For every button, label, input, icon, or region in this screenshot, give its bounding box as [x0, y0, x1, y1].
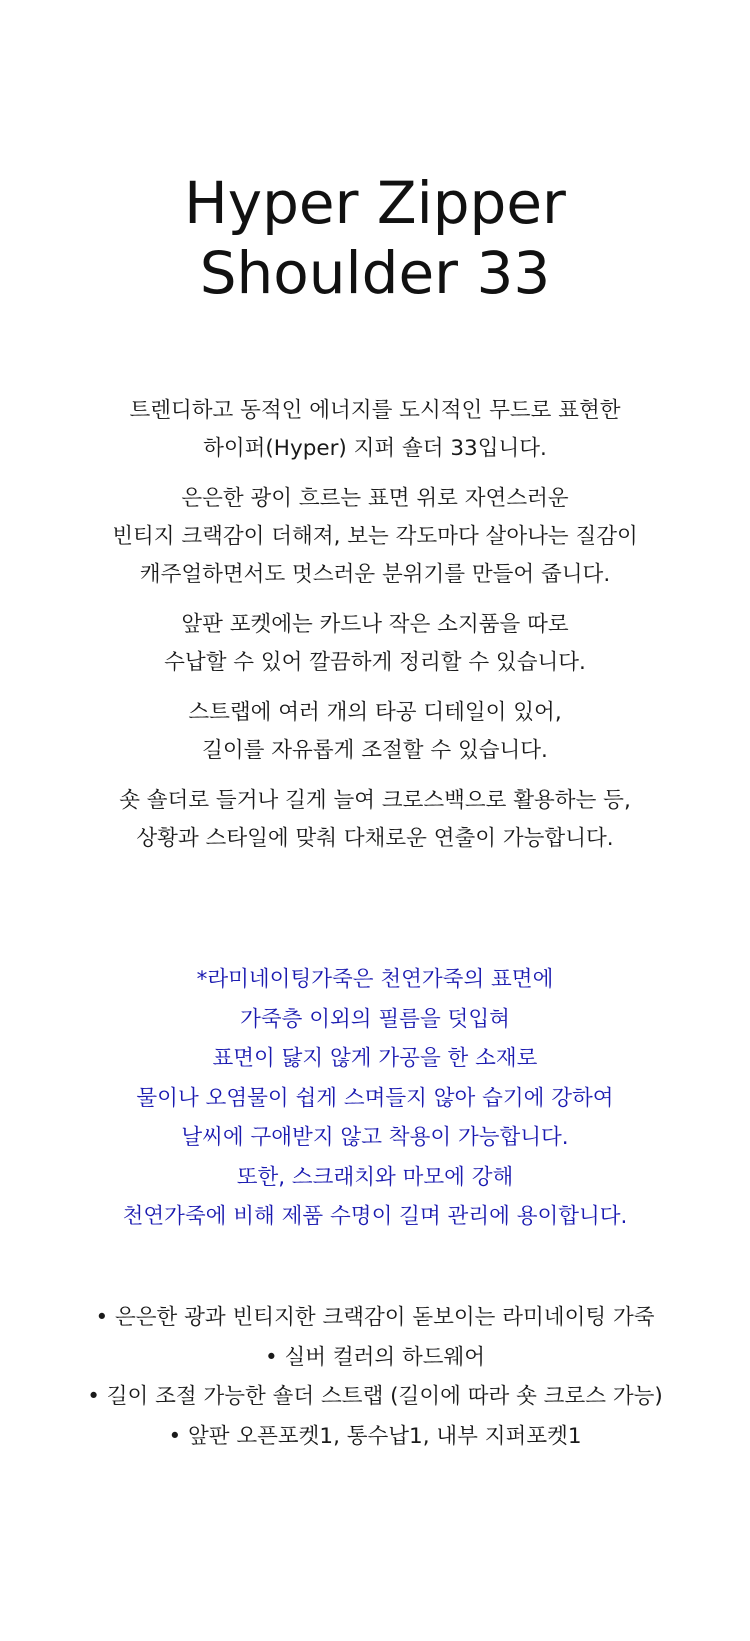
description-paragraph-5 — [0, 782, 750, 858]
description-line: 스트랩에 여러 개의 타공 디테일이 있어, — [188, 700, 562, 725]
description-line: 캐주얼하면서도 멋스러운 분위기를 만들어 줍니다. — [139, 562, 611, 587]
note-line: 물이나 오염물이 쉽게 스며들지 않아 습기에 강하여 — [136, 1085, 614, 1111]
description-line: 수납할 수 있어 깔끔하게 정리할 수 있습니다. — [164, 650, 586, 675]
feature-item: • 길이 조절 가능한 숄더 스트랩 (길이에 따라 숏 크로스 가능) — [87, 1384, 663, 1409]
note-line: 표면이 닳지 않게 가공을 한 소재로 — [212, 1046, 538, 1071]
description-line: 숏 숄더로 들거나 길게 늘여 크로스백으로 활용하는 등, — [119, 788, 631, 813]
product-title-line-1: Hyper Zipper — [184, 169, 566, 237]
description-paragraph-1 — [0, 392, 750, 468]
description-line: 빈티지 크랙감이 더해져, 보는 각도마다 살아나는 질감이 — [112, 524, 638, 549]
product-title — [0, 168, 750, 308]
feature-list — [0, 1298, 750, 1456]
description-line: 상황과 스타일에 맞춰 다채로운 연출이 가능합니다. — [136, 826, 614, 851]
description-paragraph-2 — [0, 480, 750, 594]
description-paragraph-4 — [0, 694, 750, 770]
product-title-line-2: Shoulder 33 — [199, 239, 551, 307]
note-line: 가죽층 이외의 필름을 덧입혀 — [240, 1006, 510, 1032]
material-note — [0, 960, 750, 1237]
description-line: 트렌디하고 동적인 에너지를 도시적인 무드로 표현한 — [129, 398, 621, 423]
product-description — [0, 392, 750, 870]
note-line: 날씨에 구애받지 않고 착용이 가능합니다. — [181, 1125, 569, 1150]
feature-item: • 은은한 광과 빈티지한 크랙감이 돋보이는 라미네이팅 가죽 — [95, 1305, 655, 1330]
note-line: *라미네이팅가죽은 천연가죽의 표면에 — [196, 967, 554, 992]
feature-item: • 실버 컬러의 하드웨어 — [264, 1344, 486, 1370]
description-line: 앞판 포켓에는 카드나 작은 소지품을 따로 — [181, 612, 569, 637]
note-line: 또한, 스크래치와 마모에 강해 — [236, 1164, 514, 1190]
description-line: 길이를 자유롭게 조절할 수 있습니다. — [202, 738, 548, 763]
description-line: 하이퍼(Hyper) 지퍼 숄더 33입니다. — [203, 436, 547, 461]
note-line: 천연가죽에 비해 제품 수명이 길며 관리에 용이합니다. — [122, 1204, 628, 1229]
description-line: 은은한 광이 흐르는 표면 위로 자연스러운 — [181, 486, 569, 511]
feature-item: • 앞판 오픈포켓1, 통수납1, 내부 지퍼포켓1 — [168, 1423, 582, 1449]
description-paragraph-3 — [0, 606, 750, 682]
